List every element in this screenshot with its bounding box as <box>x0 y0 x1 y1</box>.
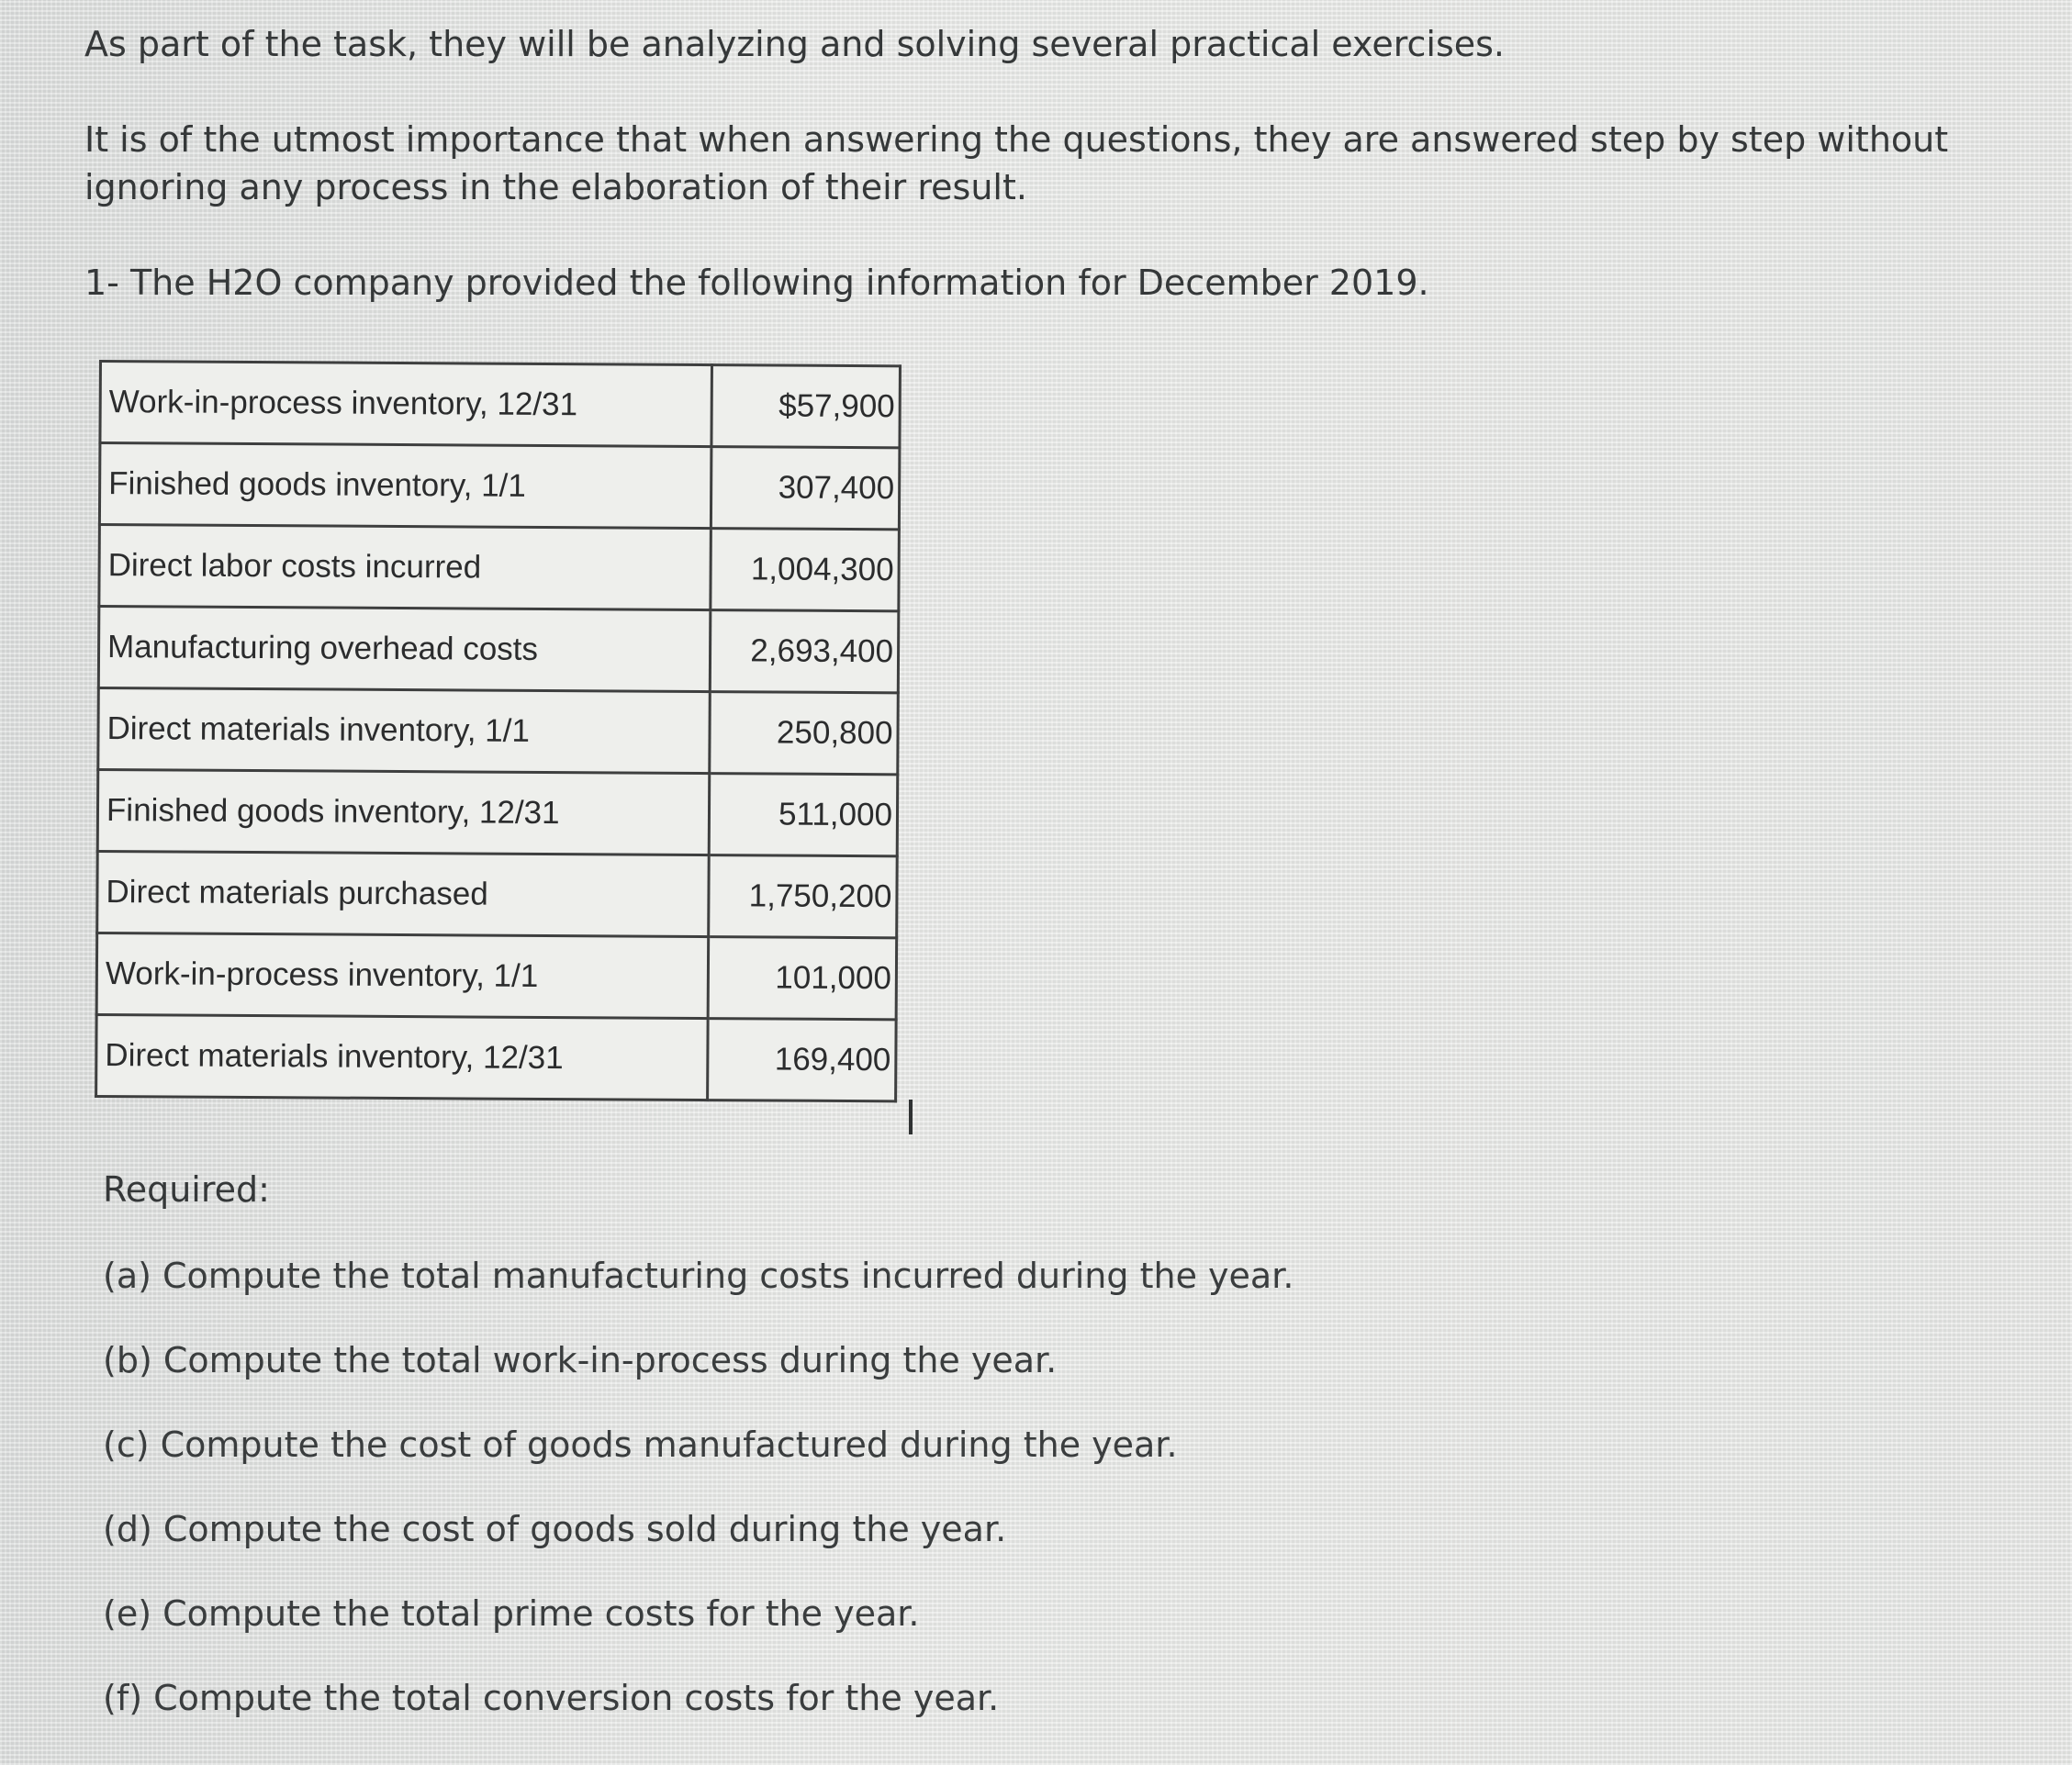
required-list <box>103 1252 1294 1759</box>
row-amount: 307,400 <box>711 447 900 530</box>
table-row <box>97 770 898 856</box>
row-label: Finished goods inventory, 12/31 <box>97 770 710 855</box>
list-item: (f) Compute the total conversion costs for the year. <box>103 1678 1000 1718</box>
row-label: Work-in-process inventory, 1/1 <box>96 933 709 1018</box>
required-heading: Required: <box>103 1169 270 1210</box>
row-amount: 101,000 <box>708 937 897 1020</box>
row-amount: 250,800 <box>710 692 899 775</box>
list-item: (e) Compute the total prime costs for the year. <box>103 1593 920 1634</box>
table-row <box>96 1014 897 1100</box>
list-item: (b) Compute the total work-in-process during the year. <box>103 1340 1058 1380</box>
list-item: (d) Compute the cost of goods sold during the year. <box>103 1509 1007 1549</box>
table-row <box>98 607 899 693</box>
row-amount: 1,750,200 <box>709 855 898 938</box>
row-label: Direct materials inventory, 1/1 <box>98 688 711 774</box>
row-amount: $57,900 <box>711 365 901 448</box>
inventory-cost-table <box>95 360 902 1102</box>
intro-text: As part of the task, they will be analyzing and solving several practical exercises. <box>84 24 1505 64</box>
row-label: Finished goods inventory, 1/1 <box>99 443 711 529</box>
table-row <box>97 851 898 937</box>
list-item: (a) Compute the total manufacturing costs incurred during the year. <box>103 1256 1294 1296</box>
table-row <box>96 933 897 1019</box>
row-label: Direct materials inventory, 12/31 <box>96 1014 709 1100</box>
table-row <box>99 443 900 530</box>
data-table-wrapper <box>95 360 902 1102</box>
row-label: Direct materials purchased <box>97 851 710 936</box>
table-row <box>98 688 899 775</box>
row-label: Manufacturing overhead costs <box>98 607 711 692</box>
list-item: (c) Compute the cost of goods manufactured during the year. <box>103 1424 1178 1465</box>
row-label: Direct labor costs incurred <box>99 525 711 610</box>
question-1-text: 1- The H2O company provided the following information for December 2019. <box>84 263 1429 303</box>
table-row <box>99 525 900 611</box>
row-label: Work-in-process inventory, 12/31 <box>100 362 712 447</box>
row-amount: 511,000 <box>709 774 898 856</box>
table-row <box>100 362 901 448</box>
row-amount: 1,004,300 <box>711 529 900 611</box>
row-amount: 169,400 <box>708 1019 897 1101</box>
row-amount: 2,693,400 <box>710 610 899 693</box>
importance-text: It is of the utmost importance that when answering the questions, they are answered step by step without ignoring any process in the elaboration of their result. <box>84 119 1949 207</box>
text-cursor-mark <box>909 1100 913 1134</box>
